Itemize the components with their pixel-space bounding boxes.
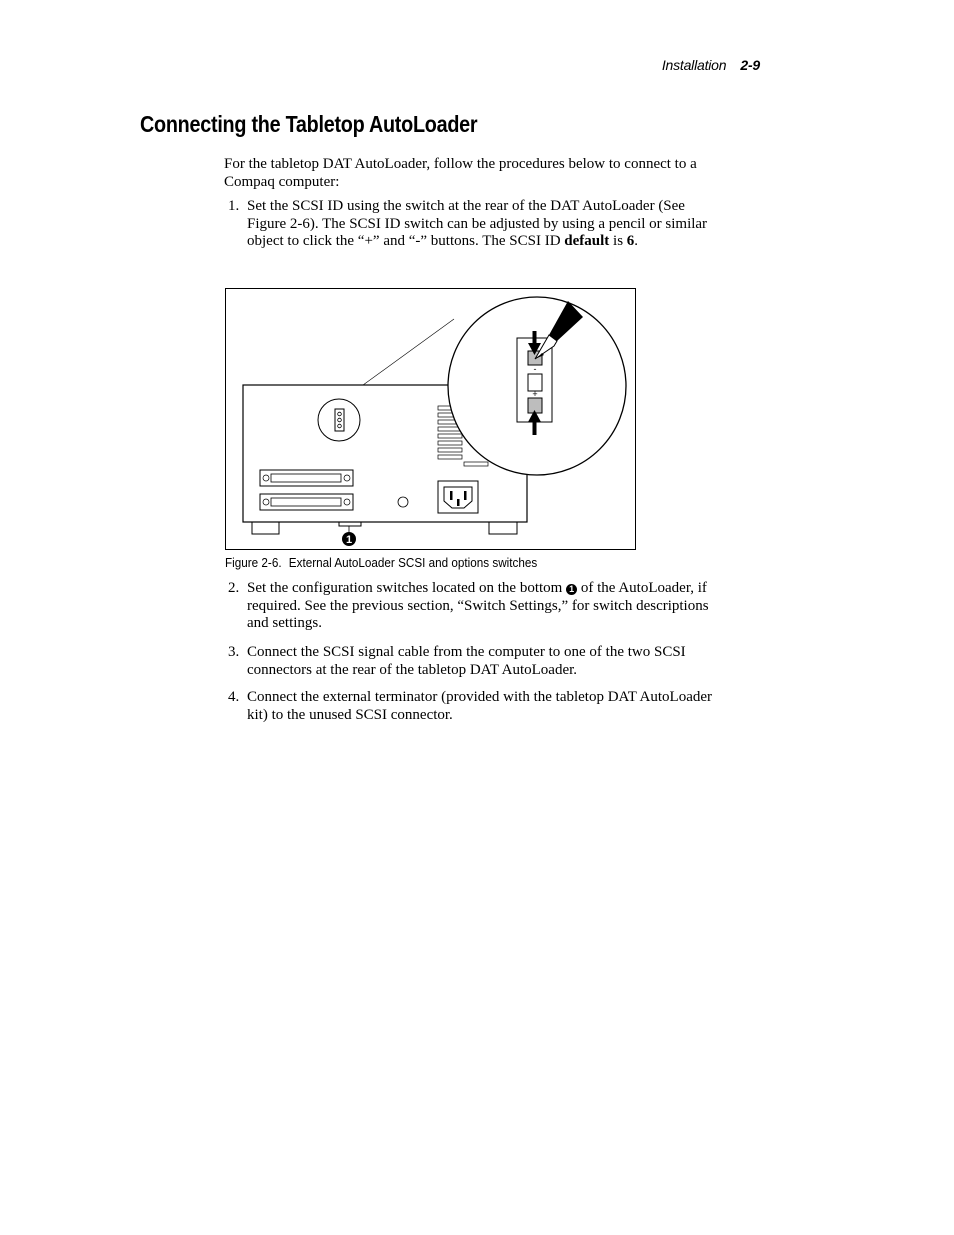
step-text-part: Set the configuration switches located on the bottom: [247, 580, 567, 596]
step-text: [247, 198, 714, 251]
step-text: Connect the SCSI signal cable from the computer to one of the two SCSI connectors at the rear of the tabletop DAT AutoLoader.: [247, 644, 686, 678]
step-text: [247, 580, 714, 633]
running-head-section: Installation: [661, 57, 727, 73]
step-text-part: Set the SCSI ID using the switch at the rear of the DAT AutoLoader (See Figure 2-6). The SCSI ID switch can be adjusted by using a pencil or similar object to click the “+” and “-” buttons. The SCSI ID: [247, 198, 708, 249]
step-number: 2.: [228, 580, 240, 596]
plus-button: [528, 398, 542, 413]
step-4: [228, 689, 714, 724]
foot-right: [489, 522, 517, 534]
step-text-part: of the AutoLoader, if required. See the previous section, “Switch Settings,” for switch descriptions and settings.: [247, 580, 709, 631]
minus-label: -: [533, 364, 537, 374]
step-text-part: .: [634, 233, 639, 249]
callout-marker-inline: 1: [566, 584, 577, 595]
step-3: [228, 644, 714, 679]
step-text-part: is: [609, 233, 627, 249]
running-head: [662, 57, 760, 73]
indicator-hole: [398, 497, 408, 507]
callout-number: 1: [345, 534, 353, 546]
emphasis-default: default: [564, 233, 610, 249]
step-1: [228, 198, 714, 251]
section-title: Connecting the Tabletop AutoLoader: [140, 111, 478, 137]
step-number: 1.: [228, 198, 240, 214]
step-text: Connect the external terminator (provided with the tabletop DAT AutoLoader kit) to the unused SCSI connector.: [247, 689, 713, 723]
power-inlet: [438, 481, 478, 513]
plus-label: +: [532, 389, 538, 399]
step-2: [228, 580, 714, 633]
foot-left: [252, 522, 279, 534]
step-number: 4.: [228, 689, 240, 705]
autoloader-rear-illustration: [226, 289, 635, 549]
step-number: 3.: [228, 644, 240, 660]
figure-caption: [225, 555, 537, 570]
scsi-connector-top: [260, 470, 353, 486]
vent-slot-lower: [464, 462, 488, 466]
scsi-connector-bottom: [260, 494, 353, 510]
figure-2-6: [225, 288, 636, 550]
emphasis-value: 6: [626, 233, 635, 249]
page-number: 2-9: [740, 57, 760, 73]
intro-paragraph: For the tabletop DAT AutoLoader, follow the procedures below to connect to a Compaq computer:: [224, 156, 697, 190]
figure-caption-text: External AutoLoader SCSI and options switches: [288, 555, 538, 570]
figure-label: Figure 2-6.: [225, 555, 282, 570]
